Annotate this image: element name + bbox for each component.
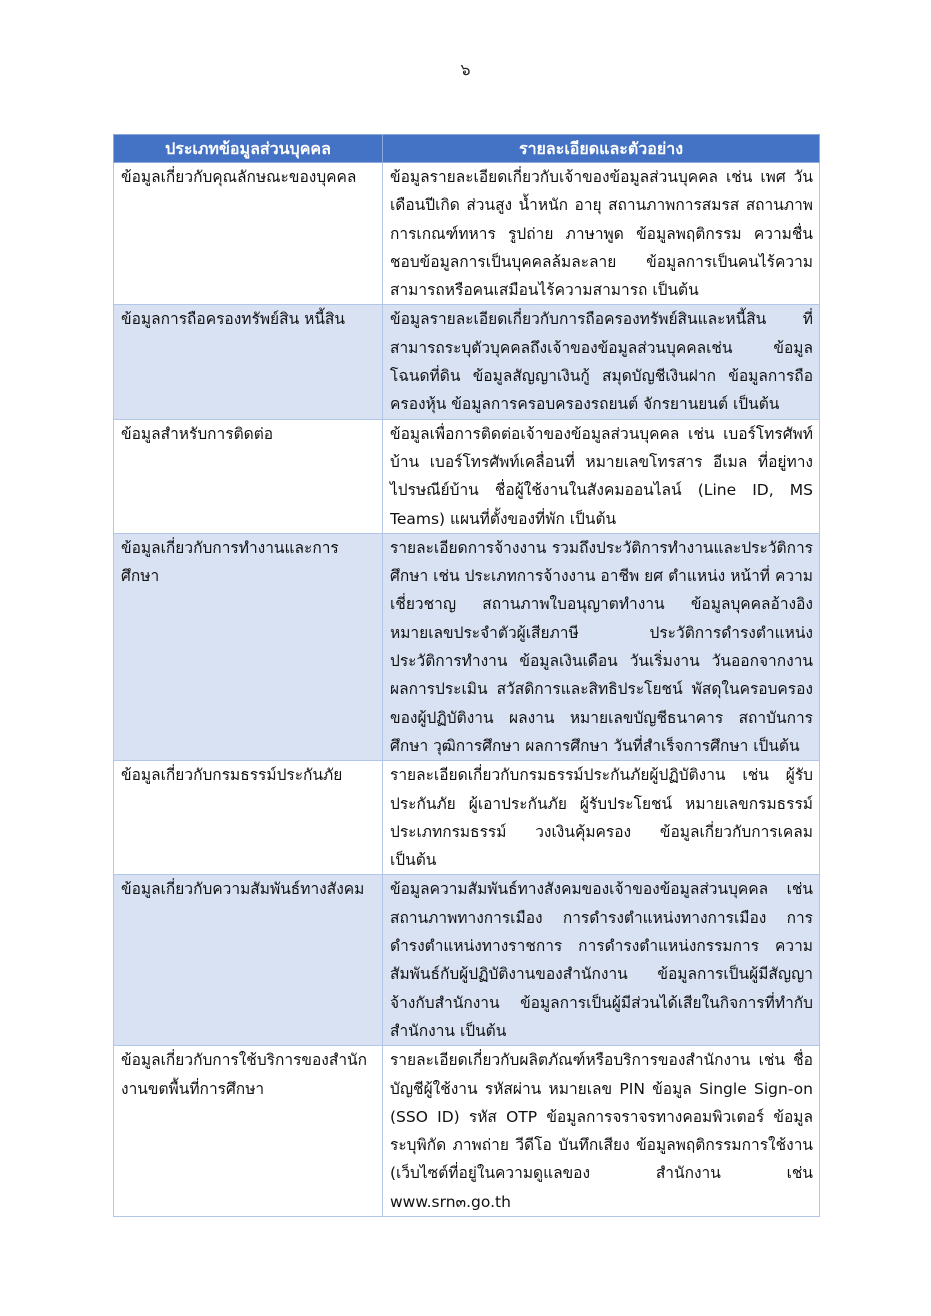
- table-row: [114, 533, 820, 760]
- detail-cell: ข้อมูลรายละเอียดเกี่ยวกับเจ้าของข้อมูลส่วนบุคคล เช่น เพศ วันเดือนปีเกิด ส่วนสูง น้ำหนัก อายุ สถานภาพการสมรส สถานภาพการเกณฑ์ทหาร รูปถ่าย ภาษาพูด ข้อมูลพฤติกรรม ความชื่นชอบข้อมูลการเป็นบุคคลล้มละลาย ข้อมูลการเป็นคนไร้ความสามารถหรือคนเสมือนไร้ความสามารถ เป็นต้น: [383, 163, 820, 305]
- detail-cell: ข้อมูลความสัมพันธ์ทางสังคมของเจ้าของข้อมูลส่วนบุคคล เช่น สถานภาพทางการเมือง การดำรงตำแหน่งทางการเมือง การดำรงตำแหน่งทางราชการ การดำรงตำแหน่งกรรมการ ความสัมพันธ์กับผู้ปฏิบัติงานของสำนักงาน ข้อมูลการเป็นผู้มีสัญญาจ้างกับสำนักงาน ข้อมูลการเป็นผู้มีส่วนได้เสียในกิจการที่ทำกับสำนักงาน เป็นต้น: [383, 875, 820, 1046]
- table-row: [114, 419, 820, 533]
- data-type-cell: ข้อมูลเกี่ยวกับคุณลักษณะของบุคคล: [114, 163, 383, 305]
- personal-data-table: [113, 134, 820, 1217]
- data-type-cell: ข้อมูลเกี่ยวกับการใช้บริการของสำนักงานขตพื้นที่การศึกษา: [114, 1046, 383, 1217]
- detail-cell: รายละเอียดการจ้างงาน รวมถึงประวัติการทำงานและประวัติการศึกษา เช่น ประเภทการจ้างงาน อาชีพ ยศ ตำแหน่ง หน้าที่ ความเชี่ยวชาญ สถานภาพใบอนุญาตทำงาน ข้อมูลบุคคลอ้างอิง หมายเลขประจำตัวผู้เสียภาษี ประวัติการดำรงตำแหน่ง ประวัติการทำงาน ข้อมูลเงินเดือน วันเริ่มงาน วันออกจากงาน ผลการประเมิน สวัสดิการและสิทธิประโยชน์ พัสดุในครอบครองของผู้ปฏิบัติงาน ผลงาน หมายเลขบัญชีธนาคาร สถาบันการศึกษา วุฒิการศึกษา ผลการศึกษา วันที่สำเร็จการศึกษา เป็นต้น: [383, 533, 820, 760]
- header-details: รายละเอียดและตัวอย่าง: [383, 135, 820, 163]
- data-type-cell: ข้อมูลสำหรับการติดต่อ: [114, 419, 383, 533]
- table-row: [114, 1046, 820, 1217]
- table-header-row: [114, 135, 820, 163]
- detail-cell: รายละเอียดเกี่ยวกับกรมธรรม์ประกันภัยผู้ปฏิบัติงาน เช่น ผู้รับประกันภัย ผู้เอาประกันภัย ผู้รับประโยชน์ หมายเลขกรมธรรม์ ประเภทกรมธรรม์ วงเงินคุ้มครอง ข้อมูลเกี่ยวกับการเคลม เป็นต้น: [383, 761, 820, 875]
- data-type-cell: ข้อมูลเกี่ยวกับการทำงานและการศึกษา: [114, 533, 383, 760]
- data-type-cell: ข้อมูลการถือครองทรัพย์สิน หนี้สิน: [114, 305, 383, 419]
- table-row: [114, 305, 820, 419]
- table-row: [114, 163, 820, 305]
- table-row: [114, 761, 820, 875]
- detail-cell: ข้อมูลเพื่อการติดต่อเจ้าของข้อมูลส่วนบุคคล เช่น เบอร์โทรศัพท์บ้าน เบอร์โทรศัพท์เคลื่อนที่ หมายเลขโทรสาร อีเมล ที่อยู่ทางไปรษณีย์บ้าน ชื่อผู้ใช้งานในสังคมออนไลน์ (Line ID, MS Teams) แผนที่ตั้งของที่พัก เป็นต้น: [383, 419, 820, 533]
- header-data-type: ประเภทข้อมูลส่วนบุคคล: [114, 135, 383, 163]
- page-number: ๖: [460, 60, 471, 79]
- detail-cell: รายละเอียดเกี่ยวกับผลิตภัณฑ์หรือบริการของสำนักงาน เช่น ชื่อบัญชีผู้ใช้งาน รหัสผ่าน หมายเลข PIN ข้อมูล Single Sign-on (SSO ID) รหัส OTP ข้อมูลการจราจรทางคอมพิวเตอร์ ข้อมูลระบุพิกัด ภาพถ่าย วีดีโอ บันทึกเสียง ข้อมูลพฤติกรรมการใช้งาน (เว็บไซต์ที่อยู่ในความดูแลของ สำนักงาน เช่น www.srn๓.go.th: [383, 1046, 820, 1217]
- table-row: [114, 875, 820, 1046]
- data-type-cell: ข้อมูลเกี่ยวกับความสัมพันธ์ทางสังคม: [114, 875, 383, 1046]
- data-type-cell: ข้อมูลเกี่ยวกับกรมธรรม์ประกันภัย: [114, 761, 383, 875]
- detail-cell: ข้อมูลรายละเอียดเกี่ยวกับการถือครองทรัพย์สินและหนี้สิน ที่สามารถระบุตัวบุคคลถึงเจ้าของข้อมูลส่วนบุคคลเช่น ข้อมูลโฉนดที่ดิน ข้อมูลสัญญาเงินกู้ สมุดบัญชีเงินฝาก ข้อมูลการถือครองหุ้น ข้อมูลการครอบครองรถยนต์ จักรยานยนต์ เป็นต้น: [383, 305, 820, 419]
